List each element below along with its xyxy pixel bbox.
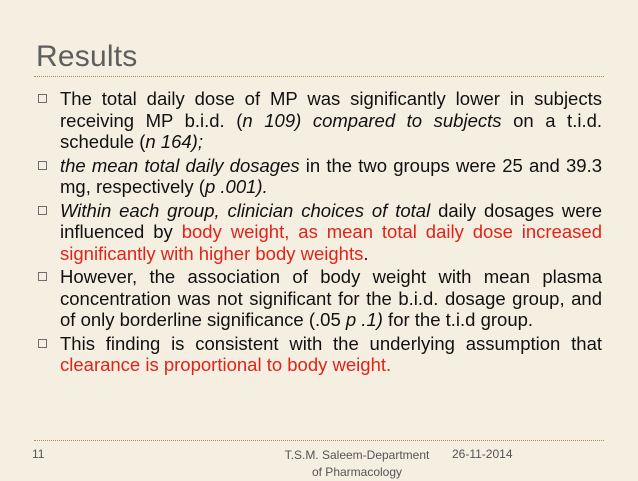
bullet-item	[36, 266, 602, 331]
bullet-text-segment: daily dosages were influenced by	[60, 199, 602, 242]
footer-date: 26-11-2014	[452, 447, 513, 461]
bullet-text-segment: However, the association of body weight with mean plasma concentration was not significant for the b.i.d. dosage group, and of only borderline significance (.05	[60, 266, 602, 330]
bullet-text-segment: n 109) compared to subjects	[242, 109, 502, 131]
bullet-text-segment: the mean total daily dosages	[60, 154, 300, 176]
bullet-text-segment: clearance is proportional to body weight.	[60, 354, 392, 375]
bullet-text-segment: p .1)	[345, 309, 383, 330]
footer-author: T.S.M. Saleem-Department of Pharmacology	[284, 448, 430, 479]
bullet-square-icon	[38, 339, 47, 348]
bullet-list	[36, 88, 602, 378]
bullet-text-segment: for the t.i.d group.	[382, 309, 534, 330]
bullet-text-segment: in the two groups were 25 and 39.3 mg, respectively (	[60, 154, 603, 197]
bullet-text-segment: p .001).	[204, 176, 268, 197]
slide-number: 11	[32, 447, 45, 461]
footer-divider	[34, 440, 604, 441]
slide-title: Results	[36, 40, 138, 73]
bullet-text-segment: on a t.i.d. schedule (	[60, 109, 603, 152]
bullet-square-icon	[38, 206, 47, 215]
bullet-square-icon	[38, 94, 47, 103]
bullet-square-icon	[38, 272, 47, 281]
bullet-item	[36, 333, 602, 376]
bullet-item	[36, 200, 602, 265]
bullet-item	[36, 155, 602, 198]
bullet-square-icon	[38, 161, 47, 170]
bullet-text-segment: This finding is consistent with the underlying assumption that	[60, 332, 602, 354]
bullet-text-segment: Within each group, clinician choices of total	[60, 199, 431, 221]
bullet-text-segment: n 164);	[145, 131, 203, 152]
bullet-text-segment: .	[363, 242, 369, 264]
bullet-text-segment: body weight, as mean total daily dose increased significantly with higher body weights	[60, 221, 603, 264]
bullet-item	[36, 88, 602, 153]
bullet-text-segment: The total daily dose of MP was significantly lower in subjects receiving MP b.i.d. (	[60, 88, 602, 131]
title-divider	[34, 76, 604, 77]
